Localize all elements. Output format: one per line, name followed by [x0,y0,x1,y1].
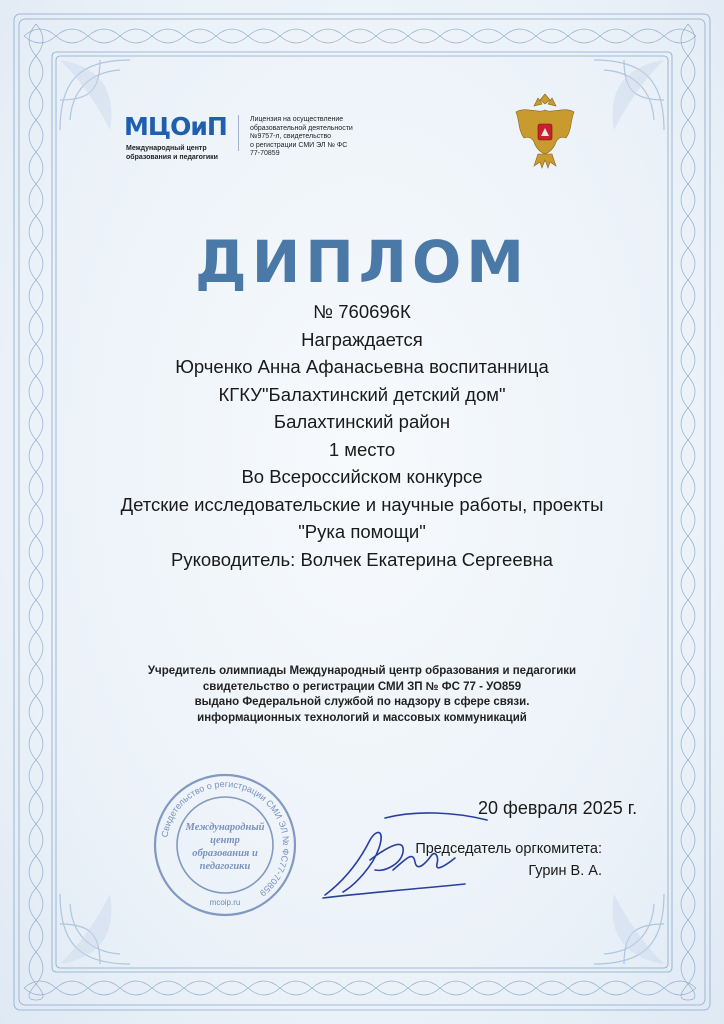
coat-of-arms-icon [510,92,580,172]
chairman-name: Гурин В. А. [528,863,602,879]
chairman-block [384,838,602,882]
logo-divider [238,115,239,151]
nomination: Детские исследовательские и научные работы, проекты [120,493,604,515]
founder-line: Учредитель олимпиады Международный центр образования и педагогики [147,665,577,677]
founder-line: информационных технологий и массовых коммуникаций [197,711,527,724]
contest-intro: Во Всероссийском конкурсе [241,466,483,487]
founder-info [90,664,634,726]
chairman-title: Председатель оргкомитета: [415,841,602,857]
stamp-site: mcoip.ru [209,898,241,907]
organization-stamp [150,770,300,920]
diploma-number: № 760696К [313,301,411,322]
license-line: 77-70859 [250,150,280,157]
district-name: Балахтинский район [273,411,451,432]
license-text [250,116,380,159]
logo-subtitle: Международный центр образования и педагогики [126,145,218,161]
organization-name: КГКУ"Балахтинский детский дом" [218,383,506,405]
awarded-label: Награждается [301,328,423,350]
award-details [60,298,664,573]
stamp-center-line: образования и [192,848,258,859]
supervisor: Руководитель: Волчек Екатерина Сергеевна [171,548,553,570]
founder-line: свидетельство о регистрации СМИ ЗП № ФС 77 - УО859 [202,680,522,693]
license-line: образовательной деятельности [250,124,353,132]
work-title: "Рука помощи" [298,521,426,542]
stamp-center-line: педагогики [199,861,251,872]
stamp-ring-text: Свидетельство о регистрации СМИ ЭЛ № ФС77-70859 [159,778,292,899]
stamp-center-line: Международный [185,822,265,833]
license-line: Лицензия на осуществление [250,116,344,123]
page-title: ДИПЛОМ [195,228,529,296]
founder-line: выдано Федеральной службой по надзору в сфере связи. [194,696,530,708]
license-line: о регистрации СМИ ЭЛ № ФС [250,141,348,149]
recipient-name: Юрченко Анна Афанасьевна воспитанница [175,356,549,377]
issue-date: 20 февраля 2025 г. [478,798,638,818]
license-line: №9757-л, свидетельство [250,133,332,140]
logo-wordmark: МЦОиП [124,112,227,141]
stamp-center-line: центр [210,835,240,846]
place-label: 1 место [328,438,396,460]
